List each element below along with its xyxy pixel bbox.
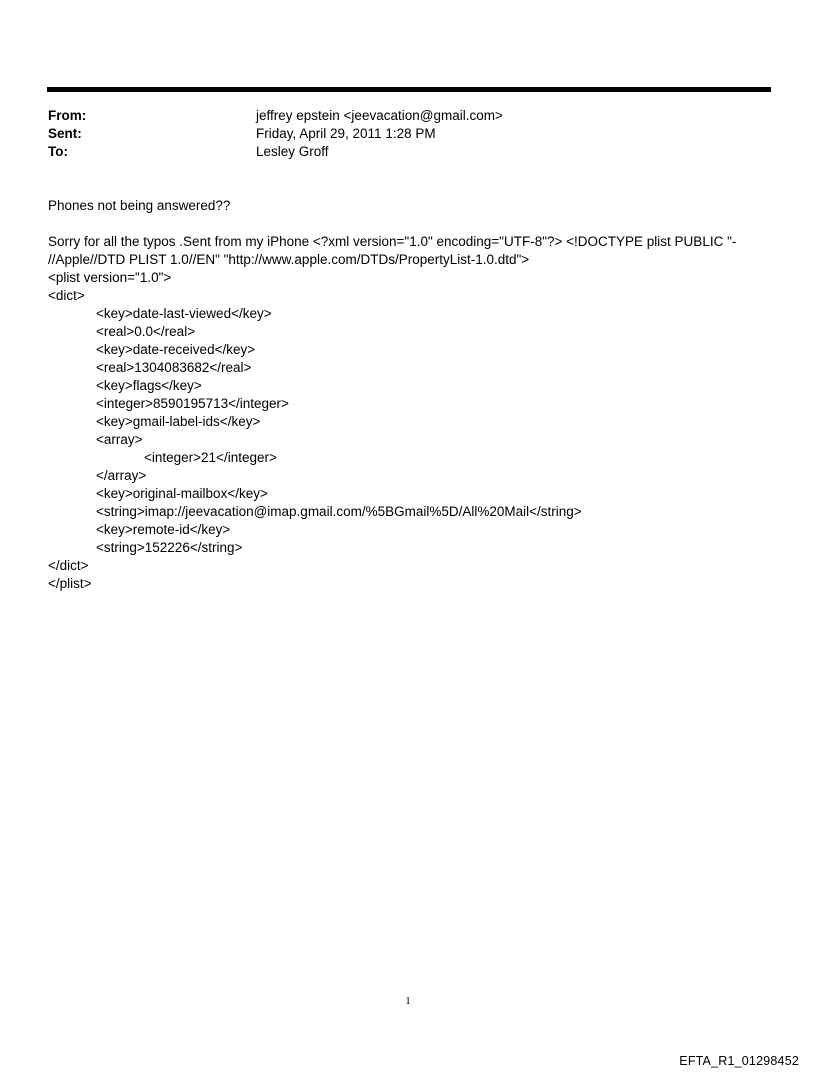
plist-line: <key>date-last-viewed</key> (96, 306, 272, 321)
plist-line: <dict> (48, 288, 85, 303)
plist-line: </array> (96, 468, 147, 483)
to-label: To: (48, 144, 68, 159)
plist-line: <real>0.0</real> (96, 324, 196, 339)
sent-label: Sent: (48, 126, 82, 141)
bates-number: EFTA_R1_01298452 (679, 1054, 799, 1068)
to-value: Lesley Groff (256, 144, 329, 159)
from-value: jeffrey epstein <jeevacation@gmail.com> (256, 108, 503, 123)
plist-line: <integer>21</integer> (144, 450, 277, 465)
to-row (48, 143, 768, 161)
body-para-2-line-2: //Apple//DTD PLIST 1.0//EN" "http://www.apple.com/DTDs/PropertyList-1.0.dtd"> (48, 252, 530, 267)
plist-line: <key>date-received</key> (96, 342, 256, 357)
header-divider (47, 87, 771, 92)
from-row (48, 107, 768, 125)
plist-line: <string>152226</string> (96, 540, 243, 555)
plist-line: <key>original-mailbox</key> (96, 486, 268, 501)
from-label: From: (48, 108, 87, 123)
page-number: 1 (405, 995, 411, 1007)
sent-row (48, 125, 768, 143)
plist-line: <real>1304083682</real> (96, 360, 252, 375)
plist-line: <plist version="1.0"> (48, 270, 172, 285)
email-body (48, 197, 748, 593)
sent-value: Friday, April 29, 2011 1:28 PM (256, 126, 436, 141)
plist-line: <integer>8590195713</integer> (96, 396, 289, 411)
plist-line: </dict> (48, 558, 89, 573)
email-header (48, 107, 768, 161)
plist-line: <key>flags</key> (96, 378, 202, 393)
plist-line: <string>imap://jeevacation@imap.gmail.com/%5BGmail%5D/All%20Mail</string> (96, 504, 582, 519)
plist-line: <key>remote-id</key> (96, 522, 231, 537)
plist-line: </plist> (48, 576, 92, 591)
plist-line: <key>gmail-label-ids</key> (96, 414, 261, 429)
body-line-1: Phones not being answered?? (48, 198, 231, 213)
body-para-2-line-1: Sorry for all the typos .Sent from my iPhone <?xml version="1.0" encoding="UTF-8"?> <!DOCTYPE plist PUBLIC "- (48, 234, 737, 249)
plist-line: <array> (96, 432, 143, 447)
